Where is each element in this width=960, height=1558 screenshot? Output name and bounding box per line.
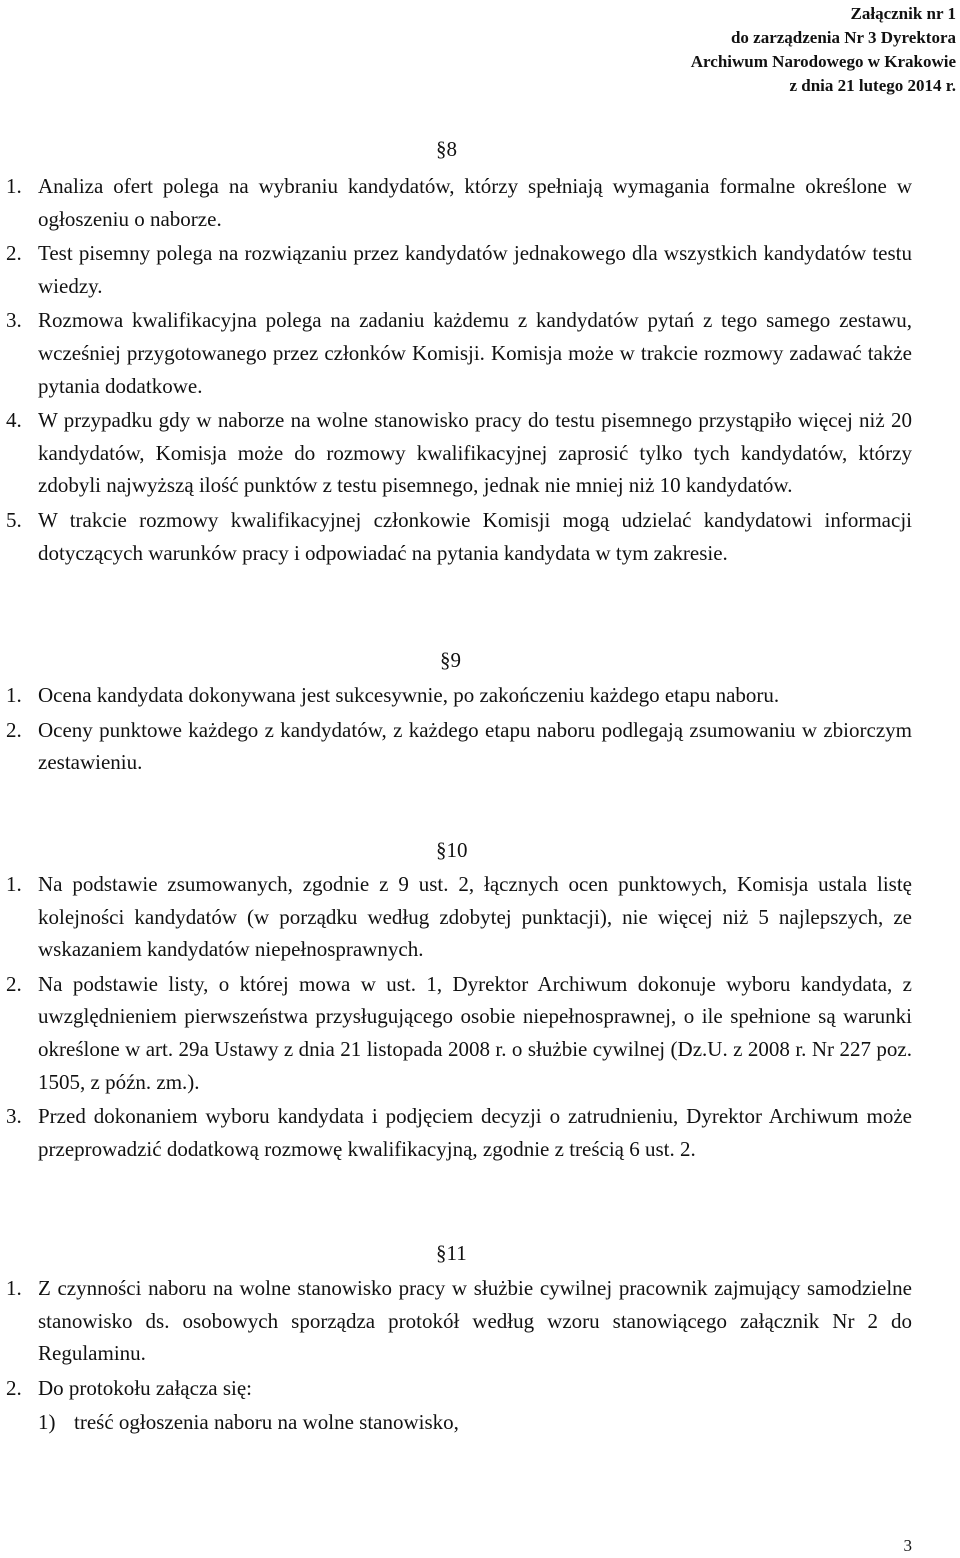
list-item: 1. Z czynności naboru na wolne stanowisko pracy w służbie cywilnej pracownik zajmujący samodzielne stanowisko ds. osobowych sporządza protokół według wzoru stanowiącego załącznik Nr 2 do Regulaminu. xyxy=(6,1276,912,1366)
list-item: 3. Przed dokonaniem wyboru kandydata i podjęciem decyzji o zatrudnieniu, Dyrektor Archiwum może przeprowadzić dodatkową rozmowę kwalifikacyjną, zgodnie z treścią 6 ust. 2. xyxy=(6,1104,912,1161)
item-text: Przed dokonaniem wyboru kandydata i podjęciem decyzji o zatrudnieniu, Dyrektor Archiwum może przeprowadzić dodatkową rozmowę kwalifikacyjną, zgodnie z treścią 6 ust. 2. xyxy=(38,1104,912,1161)
item-text: Analiza ofert polega na wybraniu kandydatów, którzy spełniają wymagania formalne określone w ogłoszeniu o naborze. xyxy=(38,174,912,231)
item-text: Rozmowa kwalifikacyjna polega na zadaniu każdemu z kandydatów pytań z tego samego zestawu, wcześniej przygotowanego przez członków Komisji. Komisja może w trakcie rozmowy zadawać także pytania dodatkowe. xyxy=(38,308,912,398)
list-item: 3. Rozmowa kwalifikacyjna polega na zadaniu każdemu z kandydatów pytań z tego samego zestawu, wcześniej przygotowanego przez członków Komisji. Komisja może w trakcie rozmowy zadawać także pytania dodatkowe. xyxy=(6,308,912,398)
list-item: 2. Oceny punktowe każdego z kandydatów, z każdego etapu naboru podlegają zsumowaniu w zbiorczym zestawieniu. xyxy=(6,717,912,775)
section-heading-8: §8 xyxy=(436,137,457,161)
subitem-text: treść ogłoszenia naboru na wolne stanowisko, xyxy=(74,1410,459,1435)
list-item: 4. W przypadku gdy w naborze na wolne stanowisko pracy do testu pisemnego przystąpiło więcej niż 20 kandydatów, Komisja może do rozmowy kwalifikacyjnej zaprosić tylko tych kandydatów, którzy zdobyli najwyższą ilość punktów z testu pisemnego, jednak nie mniej niż 10 kandydatów. xyxy=(6,408,912,498)
item-text: Na podstawie listy, o której mowa w ust. 1, Dyrektor Archiwum dokonuje wyboru kandydata, z uwzględnieniem pierwszeństwa przysługującego osobie niepełnosprawnej, o ile spełnione są warunki określone w art. 29a Ustawy z dnia 21 listopada 2008 r. o służbie cywilnej (Dz.U. z 2008 r. Nr 227 poz. 1505, z późn. zm.). xyxy=(38,971,912,1094)
list-item: 1. Analiza ofert polega na wybraniu kandydatów, którzy spełniają wymagania formalne określone w ogłoszeniu o naborze. xyxy=(6,174,912,231)
list-item: 2. Na podstawie listy, o której mowa w ust. 1, Dyrektor Archiwum dokonuje wyboru kandydata, z uwzględnieniem pierwszeństwa przysługującego osobie niepełnosprawnej, o ile spełnione są warunki określone w art. 29a Ustawy z dnia 21 listopada 2008 r. o służbie cywilnej (Dz.U. z 2008 r. Nr 227 poz. 1505, z późn. zm.). xyxy=(6,971,912,1094)
section-8-list xyxy=(0,170,960,571)
document-header xyxy=(516,2,956,98)
item-text: Do protokołu załącza się: xyxy=(38,1375,252,1400)
header-line-1: Załącznik nr 1 xyxy=(850,4,956,23)
item-text: W trakcie rozmowy kwalifikacyjnej członkowie Komisji mogą udzielać kandydatowi informacji dotyczących warunków pracy i odpowiadać na pytania kandydata w tym zakresie. xyxy=(38,507,912,565)
sub-list-item: 1) treść ogłoszenia naboru na wolne stanowisko, xyxy=(38,1410,459,1435)
header-line-3: Archiwum Narodowego w Krakowie xyxy=(690,52,956,71)
list-item: 1. Na podstawie zsumowanych, zgodnie z 9 ust. 2, łącznych ocen punktowych, Komisja ustala listę kolejności kandydatów (w porządku według zdobytej punktacji), nie więcej niż 5 najlepszych, ze wskazaniem kandydatów niepełnosprawnych. xyxy=(6,872,912,962)
item-text: Na podstawie zsumowanych, zgodnie z 9 ust. 2, łącznych ocen punktowych, Komisja ustala listę kolejności kandydatów (w porządku według zdobytej punktacji), nie więcej niż 5 najlepszych, ze wskazaniem kandydatów niepełnosprawnych. xyxy=(38,872,912,962)
header-line-2: do zarządzenia Nr 3 Dyrektora xyxy=(730,28,956,47)
item-text: Ocena kandydata dokonywana jest sukcesywnie, po zakończeniu każdego etapu naboru. xyxy=(38,683,780,707)
item-text: W przypadku gdy w naborze na wolne stanowisko pracy do testu pisemnego przystąpiło więcej niż 20 kandydatów, Komisja może do rozmowy kwalifikacyjnej zaprosić tylko tych kandydatów, którzy zdobyli najwyższą ilość punktów z testu pisemnego, jednak nie mniej niż 10 kandydatów. xyxy=(38,408,912,498)
page-number: 3 xyxy=(903,1536,912,1555)
header-line-4: z dnia 21 lutego 2014 r. xyxy=(789,76,956,95)
item-text: Oceny punktowe każdego z kandydatów, z każdego etapu naboru podlegają zsumowaniu w zbiorczym zestawieniu. xyxy=(38,717,912,775)
section-11-list xyxy=(0,1272,960,1439)
section-9-list xyxy=(0,679,960,781)
section-10-list xyxy=(0,868,960,1167)
section-heading-9: §9 xyxy=(440,648,461,672)
item-text: Z czynności naboru na wolne stanowisko pracy w służbie cywilnej pracownik zajmujący samodzielne stanowisko ds. osobowych sporządza protokół według wzoru stanowiącego załącznik Nr 2 do Regulaminu. xyxy=(38,1276,912,1366)
section-heading-11: §11 xyxy=(436,1241,467,1265)
list-item: 2. Do protokołu załącza się: xyxy=(6,1375,252,1400)
list-item: 2. Test pisemny polega na rozwiązaniu przez kandydatów jednakowego dla wszystkich kandydatów testu wiedzy. xyxy=(6,241,912,298)
list-item: 5. W trakcie rozmowy kwalifikacyjnej członkowie Komisji mogą udzielać kandydatowi informacji dotyczących warunków pracy i odpowiadać na pytania kandydata w tym zakresie. xyxy=(6,507,912,565)
item-text: Test pisemny polega na rozwiązaniu przez kandydatów jednakowego dla wszystkich kandydatów testu wiedzy. xyxy=(38,241,912,298)
list-item: 1. Ocena kandydata dokonywana jest sukcesywnie, po zakończeniu każdego etapu naboru. xyxy=(6,683,780,707)
section-heading-10: §10 xyxy=(436,838,468,862)
